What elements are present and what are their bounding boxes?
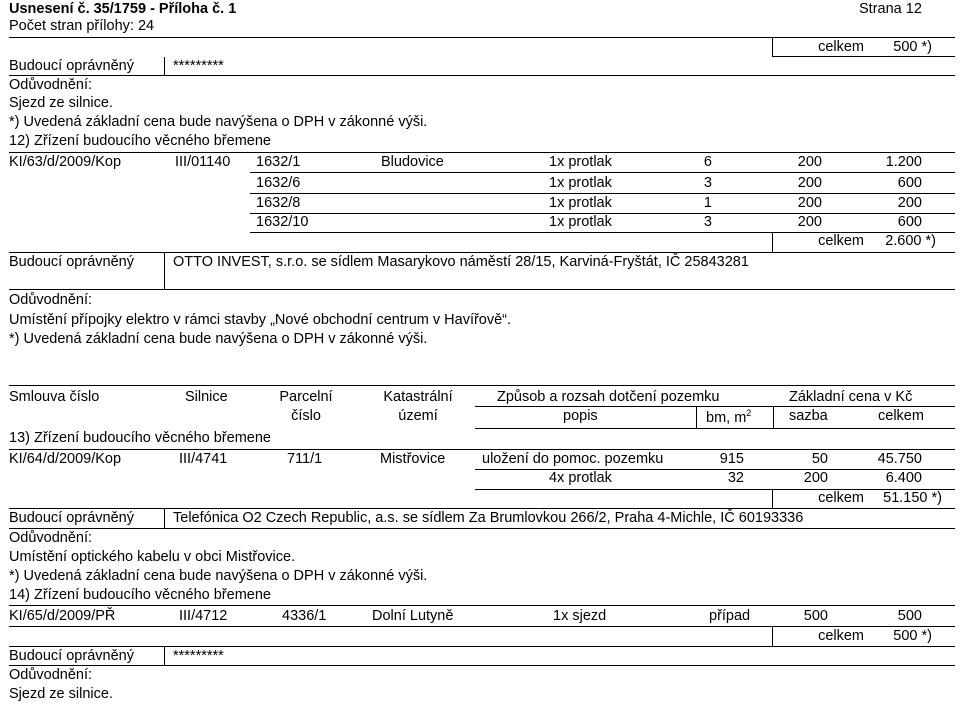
item12-parcel: 1632/6 bbox=[256, 175, 301, 191]
item12-reason-label: Odůvodnění: bbox=[9, 292, 93, 308]
section-divider bbox=[9, 646, 955, 647]
item12-total: 200 bbox=[897, 195, 922, 211]
section-divider bbox=[9, 75, 955, 76]
item14-method: 1x sjezd bbox=[553, 608, 607, 624]
item13-total: 6.400 bbox=[885, 470, 922, 486]
item12-reason-text: Umístění přípojky elektro v rámci stavby „Nové obchodní centrum v Havířově“. bbox=[9, 312, 512, 328]
total-underline bbox=[772, 56, 955, 57]
item12-parcel: 1632/8 bbox=[256, 195, 301, 211]
top-beneficiary-label: Budoucí oprávněný bbox=[9, 58, 134, 74]
item14-road: III/4712 bbox=[179, 608, 228, 624]
item14-rate: 500 bbox=[803, 608, 828, 624]
section-divider bbox=[9, 665, 955, 666]
item13-area: Mistřovice bbox=[380, 451, 446, 467]
item12-method: 1x protlak bbox=[549, 195, 612, 211]
header-subdivider bbox=[475, 406, 955, 407]
row-divider bbox=[475, 469, 955, 470]
item12-method: 1x protlak bbox=[549, 154, 612, 170]
item14-reason-text: Sjezd ze silnice. bbox=[9, 686, 113, 702]
item12-vat-note: *) Uvedená základní cena bude navýšena o DPH v zákonné výši. bbox=[9, 331, 428, 347]
item13-method: uložení do pomoc. pozemku bbox=[482, 451, 664, 467]
item14-total-label: celkem bbox=[818, 628, 864, 644]
item12-total-label: celkem bbox=[818, 233, 864, 249]
row-divider bbox=[9, 626, 955, 627]
section-divider bbox=[9, 152, 955, 153]
item13-heading: 13) Zřízení budoucího věcného břemene bbox=[9, 430, 271, 446]
col-road-header: Silnice bbox=[185, 389, 228, 405]
top-reason-label: Odůvodnění: bbox=[9, 77, 93, 93]
item13-vat-note: *) Uvedená základní cena bude navýšena o DPH v zákonné výši. bbox=[9, 568, 428, 584]
item13-total-label: celkem bbox=[818, 490, 864, 506]
item13-method: 4x protlak bbox=[549, 470, 612, 486]
col-base-price-header: Základní cena v Kč bbox=[789, 389, 913, 405]
item14-unit: případ bbox=[709, 608, 751, 624]
item14-total-value: 500 *) bbox=[893, 628, 932, 644]
col-method-header: Způsob a rozsah dotčení pozemku bbox=[497, 389, 720, 405]
item14-reason-label: Odůvodnění: bbox=[9, 667, 93, 683]
item12-total: 1.200 bbox=[885, 154, 922, 170]
item13-contract: KI/64/d/2009/Kop bbox=[9, 451, 122, 467]
item14-total: 500 bbox=[897, 608, 922, 624]
column-divider bbox=[773, 406, 774, 428]
item12-parcel: 1632/1 bbox=[256, 154, 301, 170]
col-unit-header: bm, $m^2$ bbox=[706, 408, 752, 426]
section-divider bbox=[9, 289, 955, 290]
beneficiary-divider bbox=[164, 508, 165, 528]
top-vat-note: *) Uvedená základní cena bude navýšena o DPH v zákonné výši. bbox=[9, 114, 428, 130]
col-area-header: Katastrální bbox=[383, 389, 453, 405]
section-divider bbox=[9, 605, 955, 606]
item12-qty: 1 bbox=[703, 195, 712, 211]
item12-total: 600 bbox=[897, 214, 922, 230]
item12-method: 1x protlak bbox=[549, 175, 612, 191]
item12-rate: 200 bbox=[797, 214, 822, 230]
table-header-top-border bbox=[9, 385, 955, 386]
col-total-header: celkem bbox=[878, 408, 924, 424]
item12-rate: 200 bbox=[797, 154, 822, 170]
item12-area: Bludovice bbox=[381, 154, 444, 170]
item14-beneficiary-label: Budoucí oprávněný bbox=[9, 648, 134, 664]
top-reason-text: Sjezd ze silnice. bbox=[9, 95, 113, 111]
attachment-page-count: Počet stran přílohy: 24 bbox=[9, 18, 155, 34]
item12-total-value: 2.600 *) bbox=[885, 233, 936, 249]
item12-qty: 3 bbox=[703, 175, 712, 191]
item12-heading: 12) Zřízení budoucího věcného břemene bbox=[9, 133, 271, 149]
item13-rate: 200 bbox=[803, 470, 828, 486]
item12-contract: KI/63/d/2009/Kop bbox=[9, 154, 122, 170]
item13-beneficiary-label: Budoucí oprávněný bbox=[9, 510, 134, 526]
top-total-label: celkem bbox=[818, 39, 864, 55]
total-box-border bbox=[772, 232, 773, 252]
top-total-value: 500 *) bbox=[893, 39, 932, 55]
section-divider bbox=[9, 449, 955, 450]
item12-total: 600 bbox=[897, 175, 922, 191]
col-area-header: území bbox=[398, 408, 438, 424]
section-divider bbox=[9, 508, 955, 509]
item13-qty: 32 bbox=[727, 470, 744, 486]
item12-road: III/01140 bbox=[175, 154, 231, 170]
section-divider bbox=[9, 37, 955, 38]
item13-rate: 50 bbox=[811, 451, 828, 467]
item12-rate: 200 bbox=[797, 195, 822, 211]
total-box-border bbox=[772, 489, 773, 508]
beneficiary-divider bbox=[164, 57, 165, 75]
beneficiary-divider bbox=[164, 252, 165, 290]
header-bottom-border bbox=[475, 428, 955, 429]
document-title: Usnesení č. 35/1759 - Příloha č. 1 bbox=[9, 1, 237, 17]
item13-parcel: 711/1 bbox=[287, 451, 323, 467]
row-divider bbox=[250, 172, 955, 173]
col-contract-header: Smlouva číslo bbox=[9, 389, 100, 405]
section-divider bbox=[9, 528, 955, 529]
item13-total: 45.750 bbox=[877, 451, 922, 467]
item13-beneficiary-value: Telefónica O2 Czech Republic, a.s. se sídlem Za Brumlovkou 266/2, Praha 4-Michle, IČ 60193336 bbox=[173, 510, 804, 526]
item12-rate: 200 bbox=[797, 175, 822, 191]
beneficiary-divider bbox=[164, 646, 165, 665]
item13-total-value: 51.150 *) bbox=[883, 490, 942, 506]
total-box-border bbox=[772, 37, 773, 57]
item14-beneficiary-value: ********* bbox=[173, 648, 224, 664]
item12-qty: 6 bbox=[703, 154, 712, 170]
item14-contract: KI/65/d/2009/PŘ bbox=[9, 608, 116, 624]
item13-reason-label: Odůvodnění: bbox=[9, 530, 93, 546]
item13-qty: 915 bbox=[719, 451, 744, 467]
total-box-border bbox=[772, 626, 773, 646]
column-divider bbox=[696, 406, 697, 428]
item14-heading: 14) Zřízení budoucího věcného břemene bbox=[9, 587, 271, 603]
item12-beneficiary-label: Budoucí oprávněný bbox=[9, 254, 134, 270]
section-divider bbox=[9, 252, 955, 253]
item12-beneficiary-value: OTTO INVEST, s.r.o. se sídlem Masarykovo náměstí 28/15, Karviná-Fryštát, IČ 25843281 bbox=[173, 254, 749, 270]
item14-area: Dolní Lutyně bbox=[372, 608, 454, 624]
col-desc-header: popis bbox=[563, 408, 598, 424]
top-beneficiary-value: ********* bbox=[173, 58, 224, 74]
page-number: Strana 12 bbox=[859, 1, 922, 17]
item13-reason-text: Umístění optického kabelu v obci Mistřovice. bbox=[9, 549, 296, 565]
col-parcel-header: číslo bbox=[291, 408, 321, 424]
item12-method: 1x protlak bbox=[549, 214, 612, 230]
item12-qty: 3 bbox=[703, 214, 712, 230]
item13-road: III/4741 bbox=[179, 451, 228, 467]
col-rate-header: sazba bbox=[789, 408, 828, 424]
item14-parcel: 4336/1 bbox=[282, 608, 327, 624]
item12-parcel: 1632/10 bbox=[256, 214, 309, 230]
col-parcel-header: Parcelní bbox=[279, 389, 333, 405]
row-divider bbox=[250, 193, 955, 194]
